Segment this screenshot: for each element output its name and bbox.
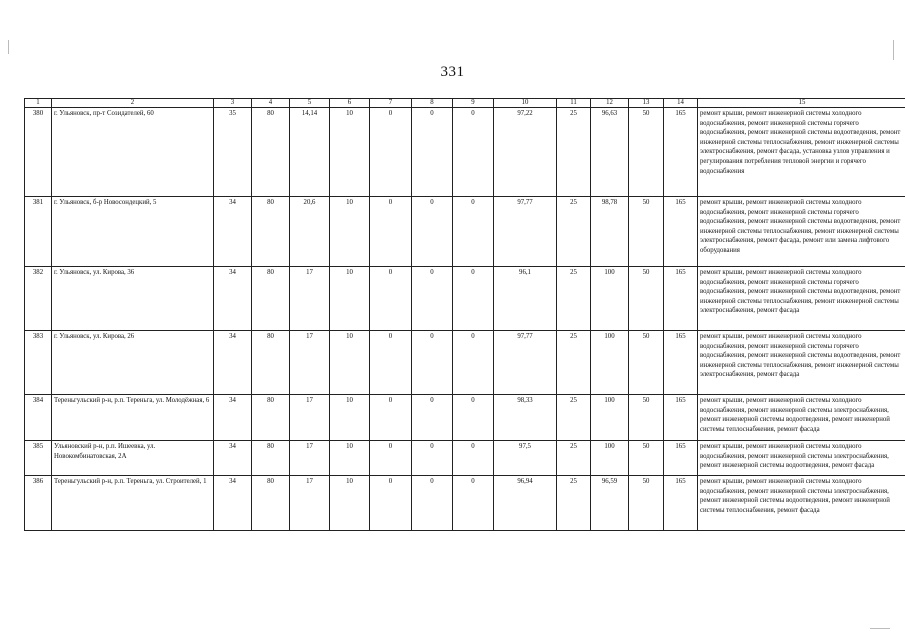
table-cell: 80 bbox=[252, 267, 290, 331]
table-cell: 35 bbox=[214, 108, 252, 197]
column-header: 3 bbox=[214, 99, 252, 108]
column-header: 4 bbox=[252, 99, 290, 108]
table-cell: 0 bbox=[453, 267, 494, 331]
table-cell: 17 bbox=[290, 267, 330, 331]
table-cell: 0 bbox=[412, 108, 453, 197]
address-cell: г. Ульяновск, б-р Новосондецкий, 5 bbox=[52, 197, 214, 267]
table-row bbox=[25, 331, 905, 395]
column-header: 5 bbox=[290, 99, 330, 108]
table-cell: 0 bbox=[453, 441, 494, 476]
column-number-row bbox=[25, 99, 905, 108]
table-cell: 10 bbox=[330, 197, 370, 267]
table-row bbox=[25, 267, 905, 331]
table-cell: 80 bbox=[252, 395, 290, 441]
table-cell: 50 bbox=[629, 267, 664, 331]
table-cell: 50 bbox=[629, 476, 664, 531]
table-cell: 10 bbox=[330, 267, 370, 331]
column-header: 12 bbox=[591, 99, 629, 108]
table-cell: 0 bbox=[453, 331, 494, 395]
table-cell: 100 bbox=[591, 267, 629, 331]
row-number: 383 bbox=[25, 331, 52, 395]
table-cell: 0 bbox=[412, 197, 453, 267]
table-cell: 25 bbox=[557, 395, 591, 441]
table-cell: 50 bbox=[629, 331, 664, 395]
row-number: 380 bbox=[25, 108, 52, 197]
table-cell: 0 bbox=[370, 108, 412, 197]
table-cell: 25 bbox=[557, 331, 591, 395]
table-cell: 100 bbox=[591, 331, 629, 395]
column-header: 13 bbox=[629, 99, 664, 108]
table-cell: 80 bbox=[252, 197, 290, 267]
table-cell: 25 bbox=[557, 441, 591, 476]
table-cell: 17 bbox=[290, 441, 330, 476]
column-header: 8 bbox=[412, 99, 453, 108]
column-header: 14 bbox=[664, 99, 698, 108]
works-description-cell: ремонт крыши, ремонт инженерной системы холодного водоснабжения, ремонт инженерной системы горячего водоснабжения, ремонт инженерной системы водоотведения, ремонт инженерной системы теплоснабжения, ремонт инженерной системы электроснабжения, ремонт фасада bbox=[698, 267, 905, 331]
table-cell: 80 bbox=[252, 441, 290, 476]
table-cell: 50 bbox=[629, 108, 664, 197]
works-description-cell: ремонт крыши, ремонт инженерной системы холодного водоснабжения, ремонт инженерной системы горячего водоснабжения, ремонт инженерной системы водоотведения, ремонт инженерной системы теплоснабжения, ремонт инженерной системы электроснабжения, ремонт фасада, установка узлов управления и регулирования потребления тепловой энергии и горячего водоснабжения bbox=[698, 108, 905, 197]
table-cell: 165 bbox=[664, 267, 698, 331]
table-row bbox=[25, 197, 905, 267]
table-cell: 165 bbox=[664, 395, 698, 441]
repair-program-table bbox=[24, 98, 905, 531]
row-number: 386 bbox=[25, 476, 52, 531]
table-cell: 0 bbox=[412, 395, 453, 441]
column-header: 1 bbox=[25, 99, 52, 108]
table-cell: 0 bbox=[370, 267, 412, 331]
scan-artifact bbox=[870, 628, 890, 629]
row-number: 384 bbox=[25, 395, 52, 441]
column-header: 15 bbox=[698, 99, 905, 108]
table-cell: 0 bbox=[370, 331, 412, 395]
table-cell: 25 bbox=[557, 476, 591, 531]
table-cell: 0 bbox=[412, 331, 453, 395]
works-description-cell: ремонт крыши, ремонт инженерной системы холодного водоснабжения, ремонт инженерной системы горячего водоснабжения, ремонт инженерной системы водоотведения, ремонт инженерной системы теплоснабжения, ремонт инженерной системы электроснабжения, ремонт фасада, ремонт или замена лифтового оборудования bbox=[698, 197, 905, 267]
table-cell: 17 bbox=[290, 395, 330, 441]
row-number: 385 bbox=[25, 441, 52, 476]
table-cell: 0 bbox=[412, 267, 453, 331]
table-cell: 25 bbox=[557, 197, 591, 267]
table-cell: 50 bbox=[629, 441, 664, 476]
column-header: 6 bbox=[330, 99, 370, 108]
table-cell: 0 bbox=[370, 197, 412, 267]
row-number: 381 bbox=[25, 197, 52, 267]
table-cell: 0 bbox=[453, 395, 494, 441]
table-cell: 96,59 bbox=[591, 476, 629, 531]
table-cell: 34 bbox=[214, 267, 252, 331]
table-cell: 10 bbox=[330, 441, 370, 476]
table-cell: 97,5 bbox=[494, 441, 557, 476]
table-row bbox=[25, 476, 905, 531]
table-cell: 50 bbox=[629, 197, 664, 267]
table-cell: 50 bbox=[629, 395, 664, 441]
works-description-cell: ремонт крыши, ремонт инженерной системы холодного водоснабжения, ремонт инженерной системы горячего водоснабжения, ремонт инженерной системы водоотведения, ремонт инженерной системы теплоснабжения, ремонт инженерной системы электроснабжения, ремонт фасада bbox=[698, 331, 905, 395]
table-cell: 34 bbox=[214, 331, 252, 395]
row-number: 382 bbox=[25, 267, 52, 331]
table-cell: 0 bbox=[412, 476, 453, 531]
table-cell: 25 bbox=[557, 108, 591, 197]
table-cell: 96,63 bbox=[591, 108, 629, 197]
works-description-cell: ремонт крыши, ремонт инженерной системы холодного водоснабжения, ремонт инженерной системы электроснабжения, ремонт инженерной системы водоотведения, ремонт инженерной системы теплоснабжения, ремонт фасада bbox=[698, 395, 905, 441]
table-cell: 98,33 bbox=[494, 395, 557, 441]
address-cell: Тереньгульский р-н, р.п. Тереньга, ул. Строителей, 1 bbox=[52, 476, 214, 531]
table-cell: 80 bbox=[252, 108, 290, 197]
works-description-cell: ремонт крыши, ремонт инженерной системы холодного водоснабжения, ремонт инженерной системы электроснабжения, ремонт инженерной системы водоотведения, ремонт инженерной системы теплоснабжения, ремонт фасада bbox=[698, 476, 905, 531]
table-cell: 100 bbox=[591, 395, 629, 441]
table-cell: 0 bbox=[370, 441, 412, 476]
column-header: 9 bbox=[453, 99, 494, 108]
table-cell: 34 bbox=[214, 476, 252, 531]
table-cell: 0 bbox=[370, 395, 412, 441]
column-header: 7 bbox=[370, 99, 412, 108]
table-cell: 10 bbox=[330, 331, 370, 395]
table-cell: 165 bbox=[664, 108, 698, 197]
table-row bbox=[25, 108, 905, 197]
table-cell: 100 bbox=[591, 441, 629, 476]
table-cell: 34 bbox=[214, 197, 252, 267]
table-cell: 98,78 bbox=[591, 197, 629, 267]
table-cell: 96,1 bbox=[494, 267, 557, 331]
scan-artifact bbox=[893, 40, 894, 60]
table-cell: 0 bbox=[370, 476, 412, 531]
table-row bbox=[25, 441, 905, 476]
table-cell: 97,77 bbox=[494, 331, 557, 395]
table-cell: 25 bbox=[557, 267, 591, 331]
table-cell: 10 bbox=[330, 108, 370, 197]
column-header: 2 bbox=[52, 99, 214, 108]
table-cell: 10 bbox=[330, 476, 370, 531]
address-cell: Ульяновский р-н, р.п. Ишеевка, ул. Новокомбинатовская, 2А bbox=[52, 441, 214, 476]
column-header: 11 bbox=[557, 99, 591, 108]
table-cell: 80 bbox=[252, 331, 290, 395]
table-cell: 97,77 bbox=[494, 197, 557, 267]
page-number: 331 bbox=[440, 64, 465, 80]
table-cell: 20,6 bbox=[290, 197, 330, 267]
table-cell: 165 bbox=[664, 197, 698, 267]
address-cell: г. Ульяновск, ул. Кирова, 26 bbox=[52, 331, 214, 395]
table-cell: 17 bbox=[290, 476, 330, 531]
table-cell: 0 bbox=[453, 197, 494, 267]
table-cell: 165 bbox=[664, 441, 698, 476]
table-cell: 10 bbox=[330, 395, 370, 441]
table-cell: 0 bbox=[412, 441, 453, 476]
table-cell: 80 bbox=[252, 476, 290, 531]
table-cell: 96,94 bbox=[494, 476, 557, 531]
table-cell: 14,14 bbox=[290, 108, 330, 197]
table-cell: 165 bbox=[664, 476, 698, 531]
scan-artifact bbox=[8, 40, 9, 54]
table-cell: 165 bbox=[664, 331, 698, 395]
table-cell: 0 bbox=[453, 108, 494, 197]
works-description-cell: ремонт крыши, ремонт инженерной системы холодного водоснабжения, ремонт инженерной системы электроснабжения, ремонт инженерной системы водоотведения, ремонт фасада bbox=[698, 441, 905, 476]
table-cell: 34 bbox=[214, 441, 252, 476]
address-cell: Тереньгульский р-н, р.п. Тереньга, ул. Молодёжная, 6 bbox=[52, 395, 214, 441]
table-cell: 97,22 bbox=[494, 108, 557, 197]
address-cell: г. Ульяновск, ул. Кирова, 36 bbox=[52, 267, 214, 331]
column-header: 10 bbox=[494, 99, 557, 108]
table-row bbox=[25, 395, 905, 441]
table-cell: 0 bbox=[453, 476, 494, 531]
table-cell: 17 bbox=[290, 331, 330, 395]
table-cell: 34 bbox=[214, 395, 252, 441]
address-cell: г. Ульяновск, пр-т Созидателей, 60 bbox=[52, 108, 214, 197]
